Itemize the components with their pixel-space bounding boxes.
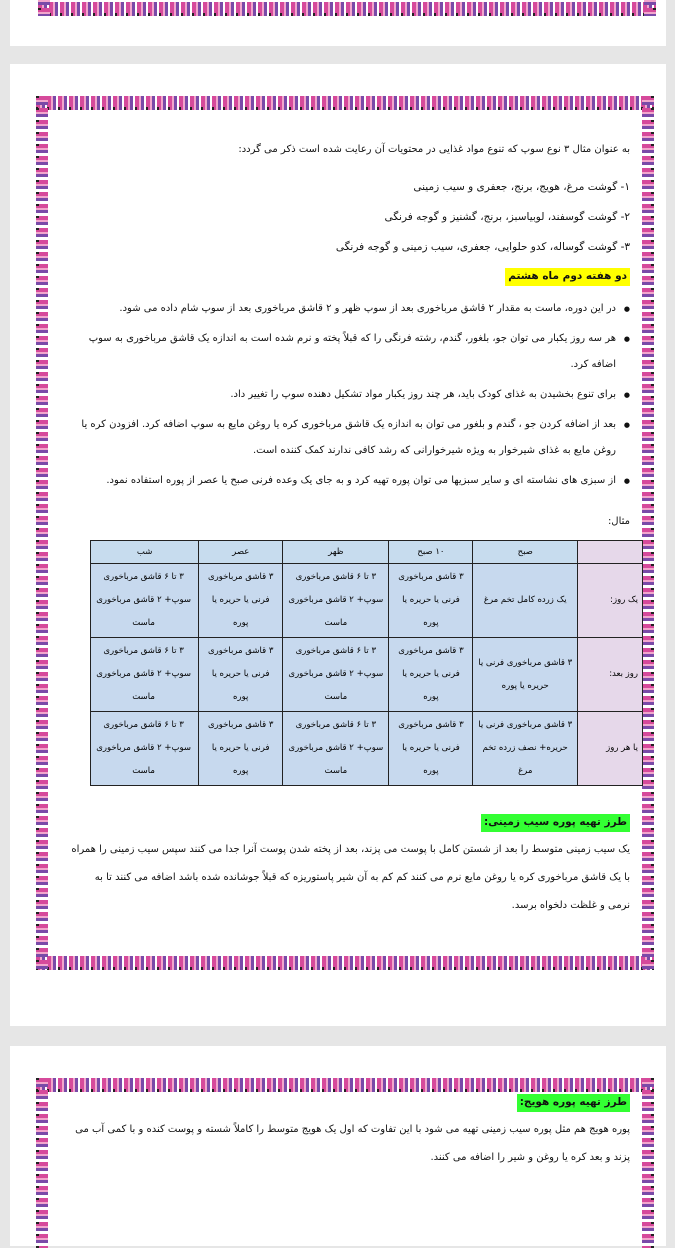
row-label: یک روز: xyxy=(578,564,643,638)
table-cell: ۳ تا ۶ قاشق مرباخوری سوپ+ ۲ قاشق مرباخوری ماست xyxy=(283,712,389,786)
tip-item: ● از سبزی های نشاسته ای و سایر سبزیها می توان پوره تهیه کرد و به جای یک وعده فرنی صبح یا عصر از پوره استفاده نمود. xyxy=(70,468,616,494)
table-cell: یک زرده کامل تخم مرغ xyxy=(473,564,578,638)
table-cell: ۳ تا ۶ قاشق مرباخوری سوپ+ ۲ قاشق مرباخوری ماست xyxy=(91,638,199,712)
potato-puree-text: یک سیب زمینی متوسط را بعد از شستن کامل با پوست می پزند، بعد از پخته شدن پوست آنرا جدا می کنند سپس سیب زمینی را همراه با یک قاشق مرباخوری کره یا روغن مایع نرم می کنند کم کم به آن شیر پاستوریزه که قبلاً جوشانده شده باشد اضافه می کنند تا به نرمی و غلظت دلخواه برسد. xyxy=(71,843,630,911)
column-header: ظهر xyxy=(283,541,389,564)
page-border-right xyxy=(642,1078,654,1248)
section-heading-two-weeks: دو هفته دوم ماه هشتم xyxy=(505,268,630,286)
page-border-left xyxy=(36,96,48,970)
table-cell: ۳ قاشق مرباخوری فرنی یا حریره یا پوره xyxy=(473,638,578,712)
table-cell: ۳ قاشق مرباخوری فرنی یا حریره+ نصف زرده تخم مرغ xyxy=(473,712,578,786)
table-corner-cell xyxy=(578,541,643,564)
table-cell: ۳ قاشق مرباخوری فرنی یا حریره یا پوره xyxy=(389,638,473,712)
intro-text: به عنوان مثال ۳ نوع سوپ که تنوع مواد غذایی در محتویات آن رعایت شده است ذکر می گردد: xyxy=(238,144,630,155)
intro-block xyxy=(70,140,630,536)
soup-item-1: ۱- گوشت مرغ، هویج، برنج، جعفری و سیب زمینی xyxy=(413,181,630,193)
table-cell: ۳ تا ۶ قاشق مرباخوری سوپ+ ۲ قاشق مرباخوری ماست xyxy=(91,712,199,786)
tip-item: ● در این دوره، ماست به مقدار ۲ قاشق مرباخوری بعد از سوپ ظهر و ۲ قاشق مرباخوری بعد از سوپ شام داده می شود. xyxy=(70,296,616,322)
table-header-row xyxy=(91,541,643,564)
next-page xyxy=(10,1046,666,1246)
example-label: مثال: xyxy=(607,515,630,527)
table-row xyxy=(91,712,643,786)
table-cell: ۳ قاشق مرباخوری فرنی یا حریره یا پوره xyxy=(199,638,283,712)
tips-list xyxy=(70,296,630,494)
document-page xyxy=(10,64,666,1026)
row-label: یا هر روز xyxy=(578,712,643,786)
soup-item-3: ۳- گوشت گوساله، کدو حلوایی، جعفری، سیب زمینی و گوجه فرنگی xyxy=(335,241,630,253)
page-border-right xyxy=(644,0,656,16)
table-cell: ۳ قاشق مرباخوری فرنی یا حریره یا پوره xyxy=(389,712,473,786)
carrot-section xyxy=(70,1094,630,1172)
page-border-left xyxy=(36,1078,48,1248)
row-label: روز بعد: xyxy=(578,638,643,712)
table-cell: ۳ قاشق مرباخوری فرنی یا حریره یا پوره xyxy=(199,712,283,786)
previous-page xyxy=(10,0,666,46)
page-border-right xyxy=(642,96,654,970)
table-cell: ۳ تا ۶ قاشق مرباخوری سوپ+ ۲ قاشق مرباخوری ماست xyxy=(91,564,199,638)
table-cell: ۳ تا ۶ قاشق مرباخوری سوپ+ ۲ قاشق مرباخوری ماست xyxy=(283,564,389,638)
meal-plan-table xyxy=(90,540,643,786)
column-header: شب xyxy=(91,541,199,564)
carrot-puree-heading: طرز تهیه پوره هویج: xyxy=(517,1094,630,1112)
tip-item: ● بعد از اضافه کردن جو ، گندم و بلغور می توان به اندازه یک قاشق مرباخوری کره یا روغن مایع به سوپ اضافه کرد. افزودن کره یا روغن مایع به غذای شیرخوار به ویژه شیرخوارانی که رشد کافی ندارند کمک کننده است. xyxy=(70,412,616,464)
carrot-puree-text: پوره هویج هم مثل پوره سیب زمینی تهیه می شود با این تفاوت که اول یک هویج متوسط را کاملاً شسته و پوست کنده و با کمی آب می پزند و بعد کره یا روغن و شیر را اضافه می کنند. xyxy=(75,1123,630,1163)
page-border-top xyxy=(36,96,654,110)
table-row xyxy=(91,638,643,712)
page-border-bottom xyxy=(38,2,656,16)
table-row xyxy=(91,564,643,638)
column-header: صبح xyxy=(473,541,578,564)
page-border-left xyxy=(38,0,50,16)
table-cell: ۳ قاشق مرباخوری فرنی یا حریره یا پوره xyxy=(389,564,473,638)
tip-item: ● برای تنوع بخشیدن به غذای کودک باید، هر چند روز یکبار مواد تشکیل دهنده سوپ را تغییر داد. xyxy=(70,382,616,408)
page-border-bottom xyxy=(36,956,654,970)
column-header: عصر xyxy=(199,541,283,564)
potato-section xyxy=(70,814,630,920)
page-border-top xyxy=(36,1078,654,1092)
tip-item: ● هر سه روز یکبار می توان جو، بلغور، گندم، رشته فرنگی را که قبلاً پخته و نرم شده است به اندازه یک قاشق مرباخوری به سوپ اضافه کرد. xyxy=(70,326,616,378)
table-cell: ۳ تا ۶ قاشق مرباخوری سوپ+ ۲ قاشق مرباخوری ماست xyxy=(283,638,389,712)
table-cell: ۳ قاشق مرباخوری فرنی یا حریره یا پوره xyxy=(199,564,283,638)
potato-puree-heading: طرز تهیه پوره سیب زمینی: xyxy=(481,814,630,832)
column-header: ۱۰ صبح xyxy=(389,541,473,564)
soup-item-2: ۲- گوشت گوسفند، لوبیاسبز، برنج، گشنیز و گوجه فرنگی xyxy=(384,211,630,223)
